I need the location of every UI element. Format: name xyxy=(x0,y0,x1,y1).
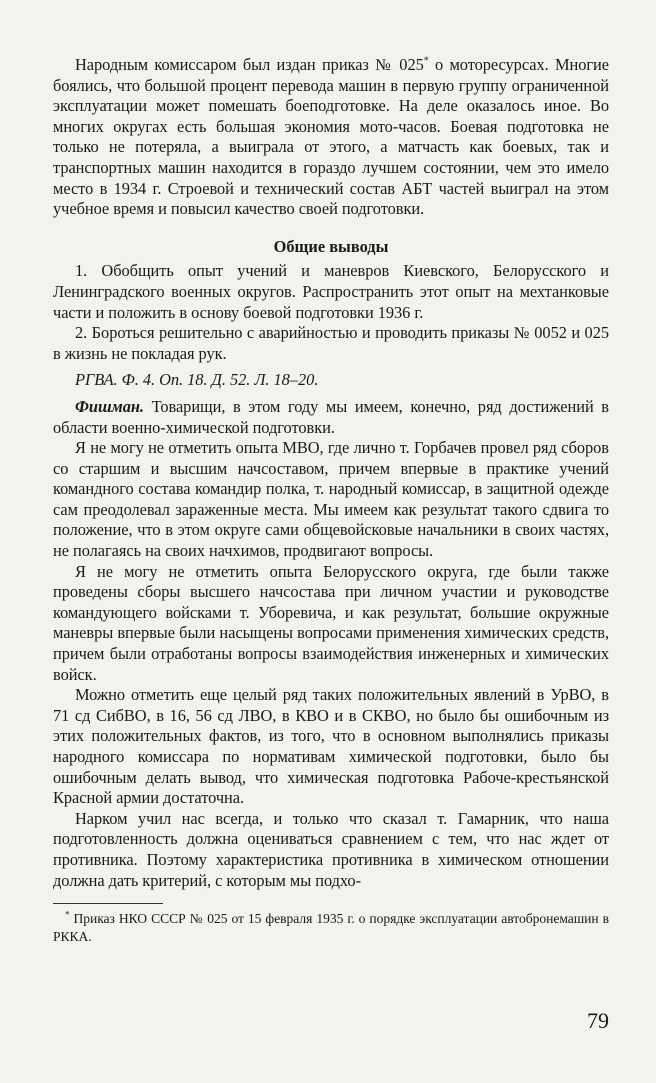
footnote-marker: * xyxy=(423,55,429,67)
conclusion-2: 2. Бороться решительно с аварийностью и проводить приказы № 0052 и 025 в жизнь не покладая рук. xyxy=(53,323,609,363)
page-number: 79 xyxy=(587,1008,609,1033)
speech-text-1: Товарищи, в этом году мы имеем, конечно, ряд достижений в области военно-химической подготовки. xyxy=(53,396,609,437)
section-title: Общие выводы xyxy=(273,236,389,256)
speech-paragraph-4: Можно отметить еще целый ряд таких положительных явлений в УрВО, в 71 сд СибВО, в 16, 56 сд ЛВО, в КВО и в СКВО, но было бы ошибочным из этих положительных фактов, из того, что в основном выполнялись приказы народного комиссара по нормативам химической подготовки, было бы ошибочным делать вывод, что химическая подготовка Рабоче-крестьянской Красной армии достаточна. xyxy=(53,685,609,808)
intro-text-end: о моторесурсах. Многие боялись, что большой процент перевода машин в первую группу ограниченной эксплуатации может помешать боеподготовке. На деле оказалось иное. Во многих округах есть большая экономия мото-часов. Боевая подготовка не только не потеряла, а выиграла от этого, а матчасть как боевых, так и транспортных машин находится в гораздо лучшем состоянии, чем это имело место в 1934 г. Строевой и технический состав АБТ частей выиграл на этом учебное время и повысил качество своей подготовки. xyxy=(53,55,609,219)
footnote-mark: * xyxy=(65,909,70,920)
intro-text-start: Народным комиссаром был издан приказ № 025 xyxy=(75,55,424,74)
conclusion-1: 1. Обобщить опыт учений и маневров Киевского, Белорусского и Ленинградского военных округов. Распространить этот опыт на мехтанковые части и положить в основу боевой подготовки 1936 г. xyxy=(53,261,609,322)
speech-paragraph-5: Нарком учил нас всегда, и только что сказал т. Гамарник, что наша подготовленность должна оцениваться сравнением с тем, что нас ждет от противника. Поэтому характеристика противника в химическом отношении должна дать критерий, с которым мы подхо- xyxy=(53,808,609,890)
speech-paragraph-2: Я не могу не отметить опыта МВО, где лично т. Горбачев провел ряд сборов со старшим и высшим начсоставом, причем впервые в практике учений командного состава командир полка, т. народный комиссар, в защитной одежде сам преодолевал зараженные места. Мы имеем как результат такого сдвига то положение, что в этом округе сами общевойсковые начальники в своих частях, не полагаясь на своих начхимов, продвигают вопросы. xyxy=(53,438,609,561)
intro-paragraph xyxy=(53,55,609,220)
speaker-name: Фишман. xyxy=(75,396,144,416)
footnote-text: Приказ НКО СССР № 025 от 15 февраля 1935 г. о порядке эксплуатации автобронемашин в РККА. xyxy=(53,911,609,944)
speech-paragraph-1 xyxy=(53,397,609,438)
archive-reference: РГВА. Ф. 4. Оп. 18. Д. 52. Л. 18–20. xyxy=(75,370,319,390)
speech-paragraph-3: Я не могу не отметить опыта Белорусского округа, где были также проведены сборы высшего начсостава при личном участии и руководстве командующего войсками т. Уборевича, и как результат, большие окружные маневры впервые были насыщены вопросами применения химических средств, причем были отработаны вопросы взаимодействия инженерных и химических войск. xyxy=(53,561,609,684)
page-body xyxy=(53,55,609,945)
footnote-divider xyxy=(53,903,163,904)
footnote xyxy=(53,910,609,945)
